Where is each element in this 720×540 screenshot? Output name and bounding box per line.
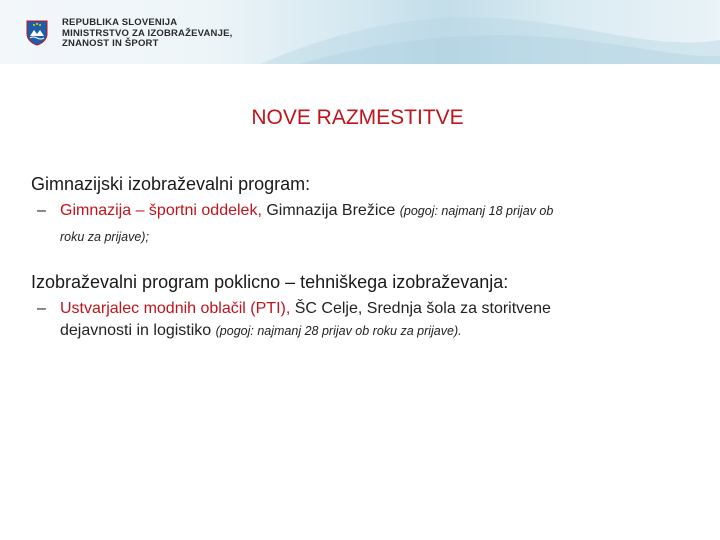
header-banner <box>0 0 720 64</box>
program-name: Gimnazija – športni oddelek, <box>60 202 262 219</box>
dash-bullet: – <box>37 300 46 317</box>
school-name: ŠC Celje, Srednja šola za storitvene <box>290 300 551 317</box>
program-name: Ustvarjalec modnih oblačil (PTI), <box>60 300 291 317</box>
section-heading-pti: Izobraževalni program poklicno – tehniškega izobraževanja: <box>31 272 509 292</box>
coat-of-arms-icon <box>26 20 48 46</box>
list-item-pti <box>37 298 710 342</box>
page-title: NOVE RAZMESTITVE <box>251 106 464 129</box>
header-wave-decoration <box>260 0 720 64</box>
org-line-1: REPUBLIKA SLOVENIJA <box>62 17 178 28</box>
section-heading-gimnazija: Gimnazijski izobraževalni program: <box>31 174 311 194</box>
school-name-line2: dejavnosti in logistiko <box>60 322 216 339</box>
condition-note: (pogoj: najmanj 28 prijav ob roku za prijave). <box>215 324 462 338</box>
ministry-name <box>62 18 232 50</box>
condition-note-continued: roku za prijave); <box>60 230 149 244</box>
dash-bullet: – <box>37 202 46 219</box>
condition-note: (pogoj: najmanj 18 prijav ob <box>399 204 554 218</box>
org-line-3: ZNANOST IN ŠPORT <box>62 38 159 49</box>
school-name: Gimnazija Brežice <box>261 202 400 219</box>
org-line-2: MINISTRSTVO ZA IZOBRAŽEVANJE, <box>62 27 233 39</box>
list-item-gimnazija <box>37 200 710 248</box>
school-name-continued <box>31 320 710 342</box>
